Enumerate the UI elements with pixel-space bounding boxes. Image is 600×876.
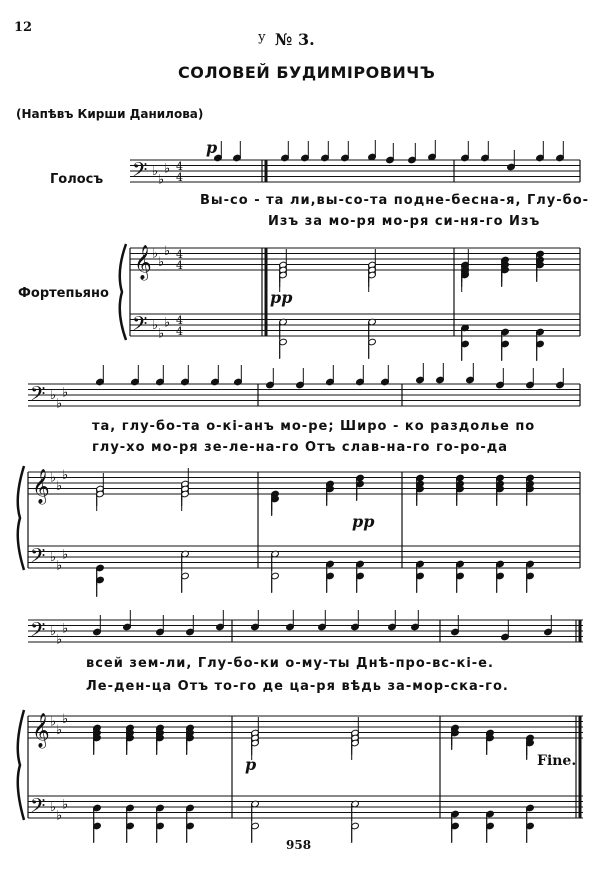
flat-sign: ♭ [56, 558, 63, 574]
flat-sign: ♭ [152, 164, 159, 179]
lyrics-system3-verse1: всей зем-ли, Глу-бо-ки о-му-ты Днѣ-про-вс-кі-е. [86, 656, 494, 671]
flat-sign: ♭ [50, 624, 57, 639]
flat-sign: ♭ [50, 800, 57, 815]
flat-sign: ♭ [56, 632, 63, 648]
marginal-mark: у [258, 30, 266, 45]
flat-sign: ♭ [62, 547, 69, 563]
page-number: 12 [14, 20, 33, 35]
piece-number: № 3. [275, 30, 315, 49]
bass-clef: 𝄢 [132, 158, 148, 186]
flat-sign: ♭ [158, 326, 165, 342]
flat-sign: ♭ [56, 808, 63, 824]
flat-sign: ♭ [56, 396, 63, 412]
flat-sign: ♭ [50, 550, 57, 565]
treble-clef: 𝄞 [32, 713, 50, 748]
lyrics-system1-verse2: Изъ за мо-ря мо-ря си-ня-го Изъ [268, 214, 541, 229]
flat-sign: ♭ [50, 470, 57, 486]
time-signature: 4 [176, 325, 183, 338]
treble-clef: 𝄞 [134, 245, 152, 280]
lyrics-system1-verse1: Вы-со - та ли,вы-со-та подне-бесна-я, Глу-бо- [200, 193, 590, 208]
bass-clef: 𝄢 [30, 544, 46, 572]
source-note: (Напѣвъ Кирши Данилова) [16, 107, 204, 121]
flat-sign: ♭ [62, 467, 69, 483]
flat-sign: ♭ [152, 318, 159, 333]
flat-sign: ♭ [164, 315, 171, 331]
flat-sign: ♭ [152, 246, 159, 262]
flat-sign: ♭ [164, 161, 171, 177]
piano-brace [120, 244, 126, 340]
piano-brace [18, 466, 24, 570]
bass-clef: 𝄢 [132, 312, 148, 340]
dynamic-piano-1: pp [270, 288, 293, 307]
fine-mark: Fine. [537, 753, 577, 769]
flat-sign: ♭ [62, 385, 69, 401]
flat-sign: ♭ [62, 797, 69, 813]
lyrics-system3-verse2: Ле-ден-ца Отъ то-го де ца-ря вѣдь за-мор-ска-го. [86, 679, 509, 694]
flat-sign: ♭ [56, 478, 63, 494]
piano-brace [18, 710, 24, 820]
piano-part-label: Фортепьяно [18, 286, 109, 301]
lyrics-system2-verse2: глу-хо мо-ря зе-ле-на-го Отъ слав-на-го го-ро-да [92, 440, 508, 455]
flat-sign: ♭ [158, 172, 165, 188]
time-signature: 4 [176, 160, 183, 173]
flat-sign: ♭ [62, 711, 69, 727]
dynamic-piano-3: p [245, 755, 257, 774]
bass-clef: 𝄢 [30, 794, 46, 822]
song-title: СОЛОВЕЙ БУДИМІРОВИЧЪ [178, 63, 436, 82]
flat-sign: ♭ [56, 722, 63, 738]
dynamic-piano-2: pp [352, 512, 375, 531]
flat-sign: ♭ [164, 243, 171, 259]
time-signature: 4 [176, 314, 183, 327]
plate-number: 958 [286, 838, 312, 852]
treble-clef: 𝄞 [32, 469, 50, 504]
bass-clef: 𝄢 [30, 382, 46, 410]
flat-sign: ♭ [62, 621, 69, 637]
time-signature: 4 [176, 171, 183, 184]
flat-sign: ♭ [158, 254, 165, 270]
time-signature: 4 [176, 248, 183, 261]
dynamic-voice-1: p [206, 138, 218, 157]
lyrics-system2-verse1: та, глу-бо-та о-кі-анъ мо-ре; Широ - ко раздолье по [92, 419, 536, 434]
flat-sign: ♭ [50, 714, 57, 730]
time-signature: 4 [176, 259, 183, 272]
bass-clef: 𝄢 [30, 618, 46, 646]
voice-part-label: Голосъ [50, 172, 104, 187]
flat-sign: ♭ [50, 388, 57, 403]
